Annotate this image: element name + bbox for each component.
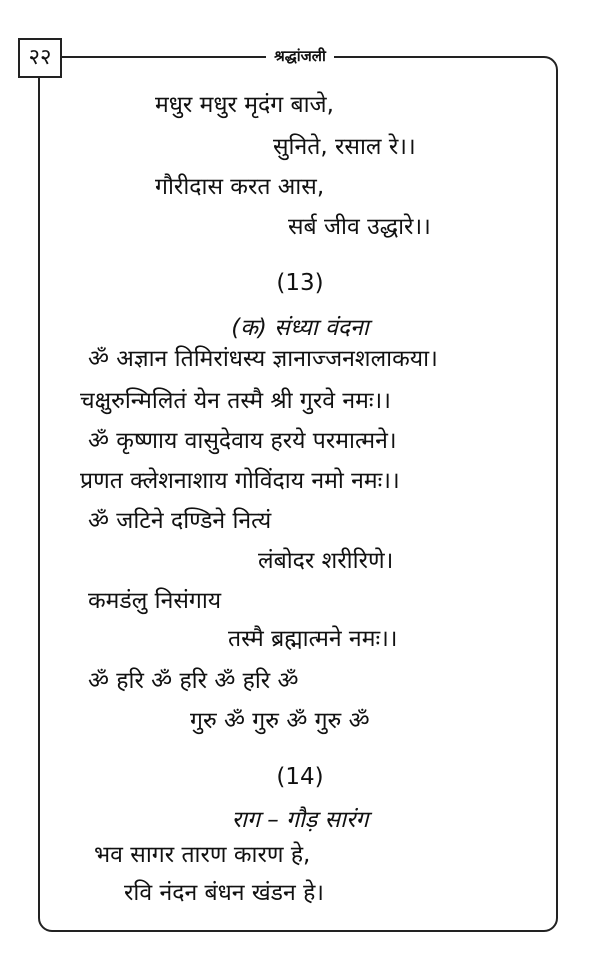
running-head: [0, 46, 600, 66]
verse-line: सर्ब जीव उद्धारे।।: [288, 214, 431, 240]
verse-line: प्रणत क्लेशनाशाय गोविंदाय नमो नमः।।: [80, 468, 400, 494]
verse-line: ॐ अज्ञान तिमिरांधस्य ज्ञानाज्जनशलाकया।: [88, 346, 438, 372]
verse-line: ॐ हरि ॐ हरि ॐ हरि ॐ: [88, 668, 299, 694]
hymn-subtitle: राग – गौड़ सारंग: [231, 807, 369, 833]
hymn-number: (13): [276, 270, 324, 296]
running-title: श्रद्धांजली: [266, 46, 334, 66]
verse-line: लंबोदर शरीरिणे।: [258, 548, 394, 574]
hymn-subtitle: (क) संध्या वंदना: [231, 315, 369, 341]
verse-line: रवि नंदन बंधन खंडन हे।: [124, 880, 324, 906]
verse-line: गौरीदास करत आस,: [155, 174, 325, 200]
page-number-text: २२: [28, 45, 52, 70]
verse-line: ॐ कृष्णाय वासुदेवाय हरये परमात्मने।: [88, 428, 397, 454]
hymn-number: (14): [276, 764, 324, 790]
verse-line: ॐ जटिने दण्डिने नित्यं: [88, 508, 272, 534]
verse-line: तस्मै ब्रह्मात्मने नमः।।: [228, 626, 398, 652]
verse-line: गुरु ॐ गुरु ॐ गुरु ॐ: [190, 708, 370, 734]
verse-line: सुनिते, रसाल रे।।: [273, 134, 416, 160]
verse-line: भव सागर तारण कारण हे,: [94, 842, 311, 868]
verse-line: कमडंलु निसंगाय: [88, 588, 222, 614]
verse-line: मधुर मधुर मृदंग बाजे,: [155, 92, 334, 118]
verse-line: चक्षुरुन्मिलितं येन तस्मै श्री गुरवे नमः।।: [80, 388, 391, 414]
